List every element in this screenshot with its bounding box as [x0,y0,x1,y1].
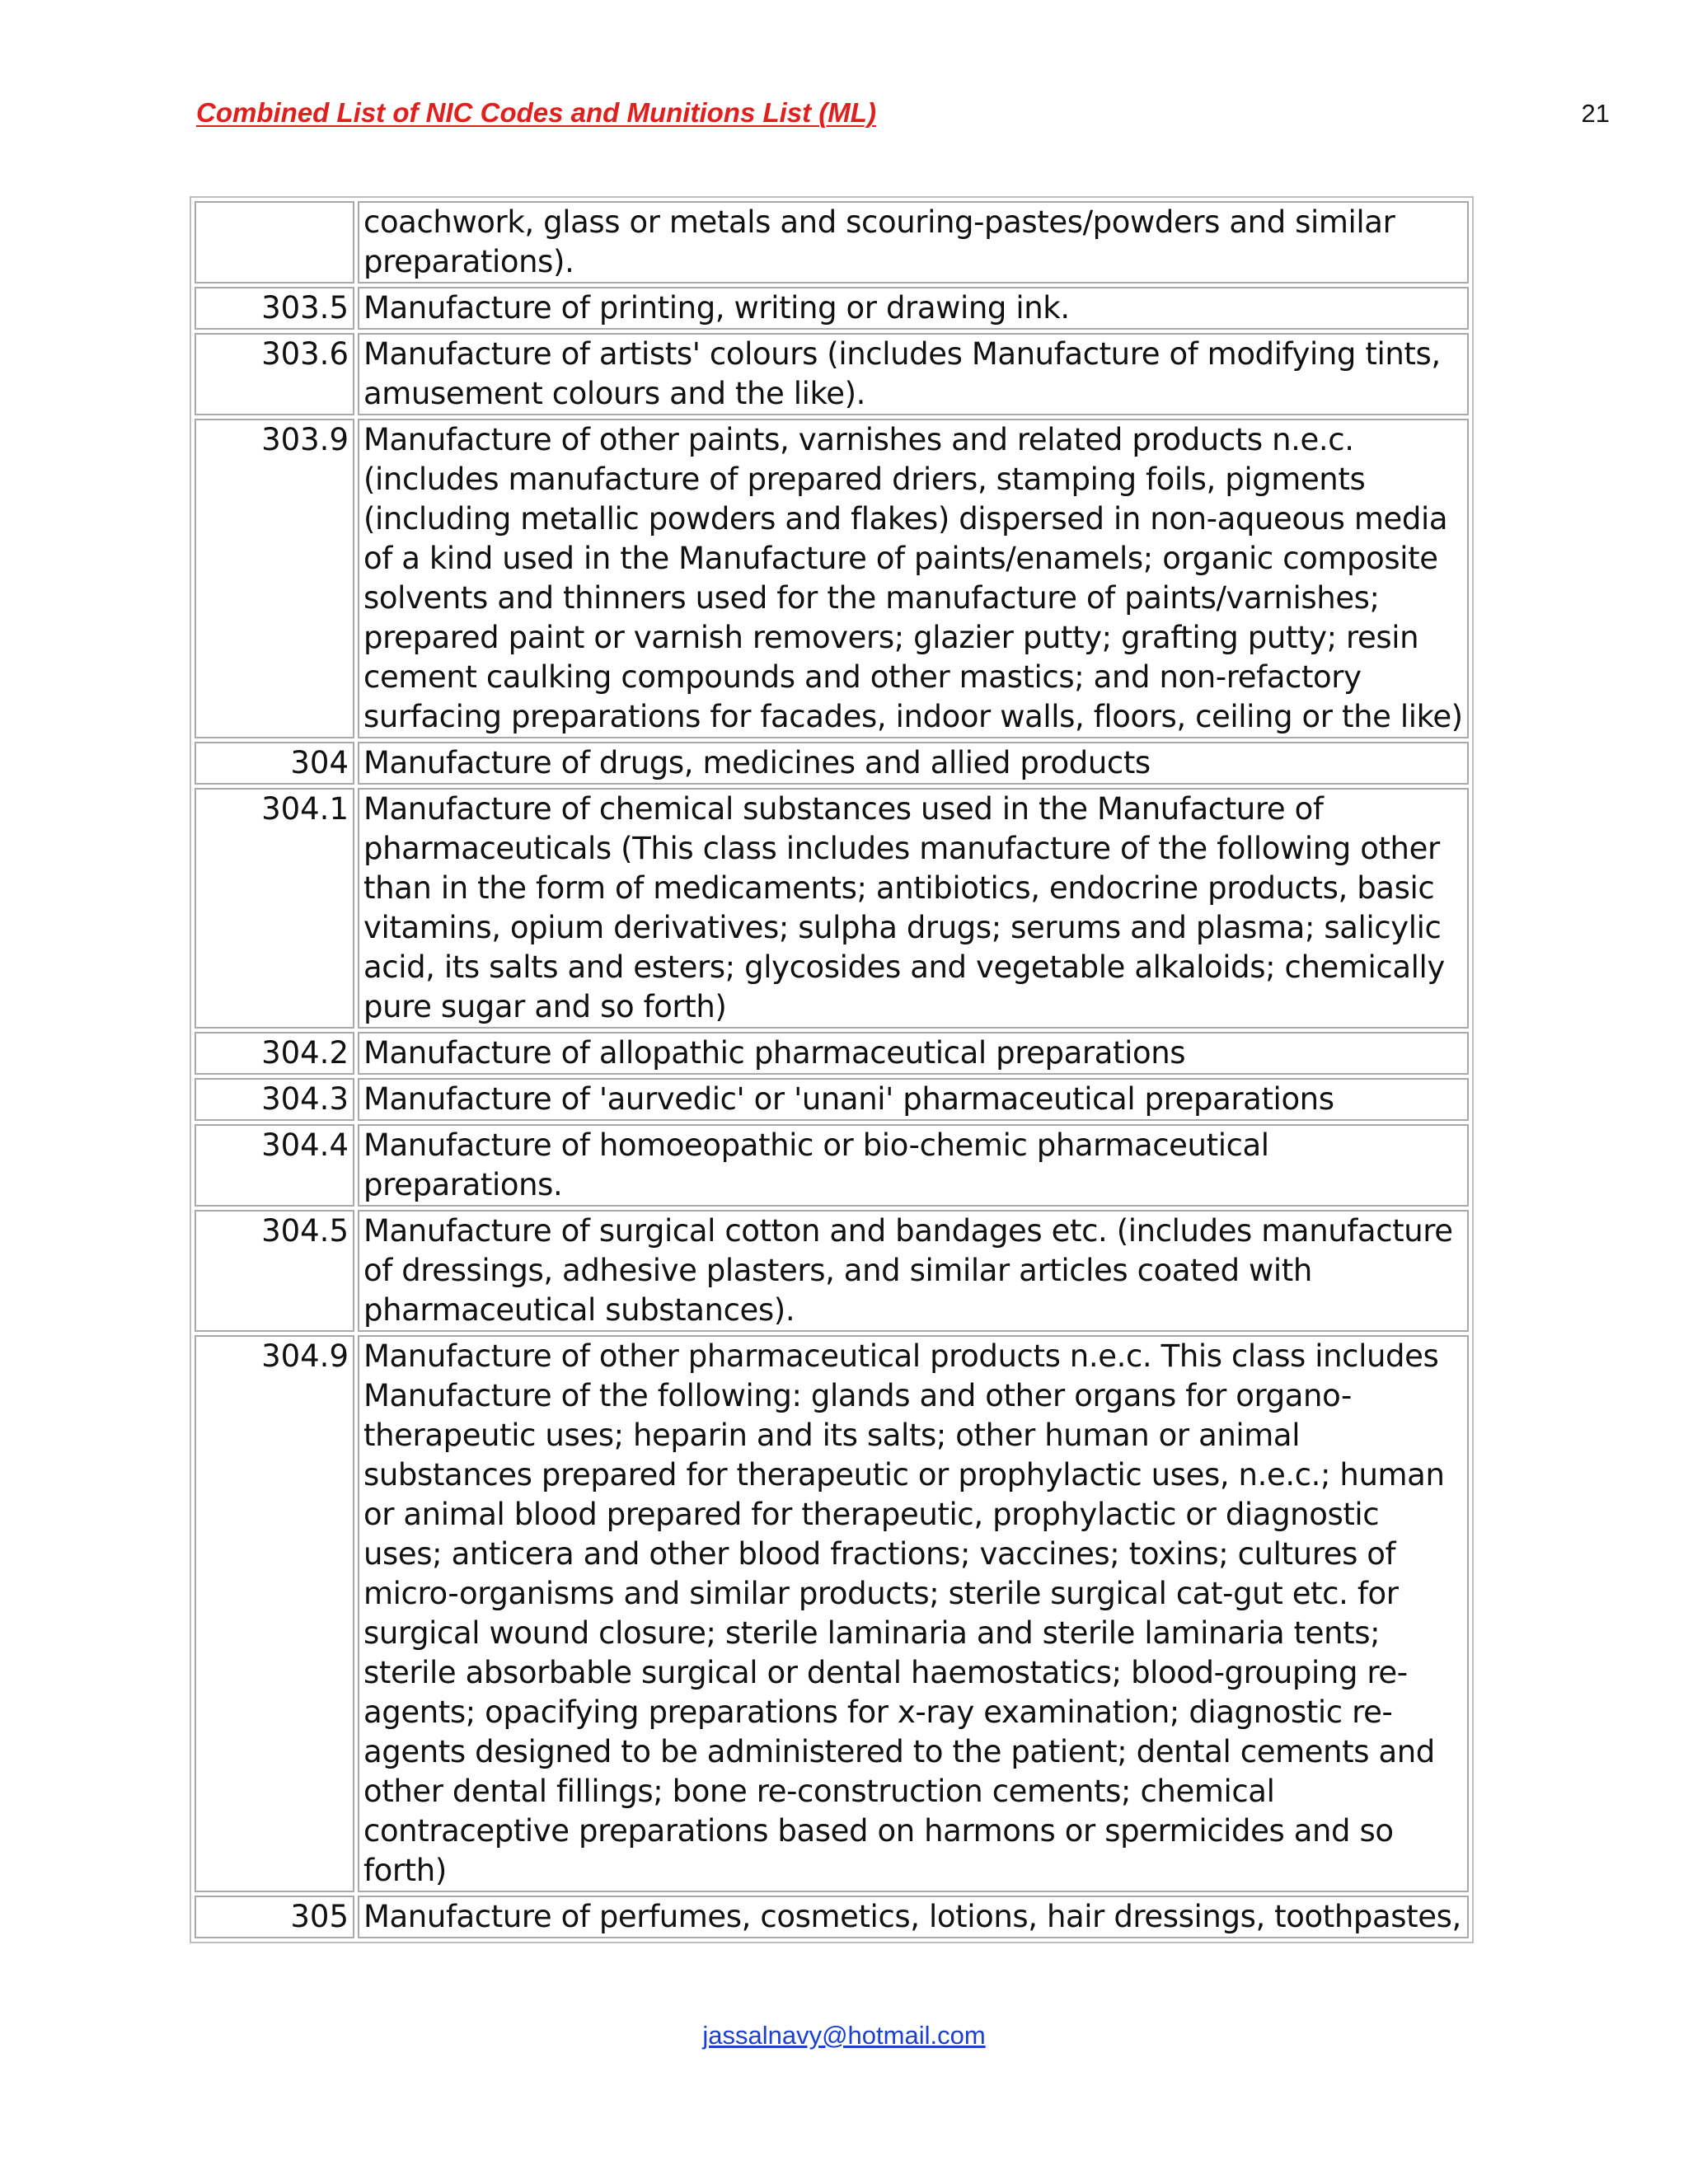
table-row [195,201,1469,284]
nic-code-cell: 303.9 [195,419,354,738]
description-cell: Manufacture of artists' colours (includes Manufacture of modifying tints, amusement colours and the like). [358,333,1469,415]
description-cell: Manufacture of allopathic pharmaceutical preparations [358,1032,1469,1075]
nic-code-cell: 304.5 [195,1210,354,1332]
table-row [195,1078,1469,1121]
description-cell: Manufacture of chemical substances used in the Manufacture of pharmaceuticals (This class includes manufacture of the following other than in the form of medicaments; antibiotics, endocrine products, basic vitamins, opium derivatives; sulpha drugs; serums and plasma; salicylic acid, its salts and esters; glycosides and vegetable alkaloids; chemically pure sugar and so forth) [358,788,1469,1029]
nic-code-cell: 304 [195,742,354,785]
table-row [195,1210,1469,1332]
description-cell: Manufacture of homoeopathic or bio-chemic pharmaceutical preparations. [358,1124,1469,1207]
nic-code-cell: 304.9 [195,1335,354,1892]
nic-code-cell: 304.4 [195,1124,354,1207]
table-row [195,788,1469,1029]
description-cell: Manufacture of 'aurvedic' or 'unani' pharmaceutical preparations [358,1078,1469,1121]
description-cell: Manufacture of surgical cotton and bandages etc. (includes manufacture of dressings, adhesive plasters, and similar articles coated with pharmaceutical substances). [358,1210,1469,1332]
table-row [195,1124,1469,1207]
nic-code-cell: 304.1 [195,788,354,1029]
table-row [195,1032,1469,1075]
table-row [195,287,1469,330]
table-row [195,333,1469,415]
description-cell: Manufacture of drugs, medicines and allied products [358,742,1469,785]
table-row [195,742,1469,785]
nic-code-cell: 304.2 [195,1032,354,1075]
nic-code-cell: 305 [195,1896,354,1938]
nic-code-cell: 304.3 [195,1078,354,1121]
description-cell: Manufacture of perfumes, cosmetics, lotions, hair dressings, toothpastes, [358,1896,1469,1938]
nic-code-cell: 303.5 [195,287,354,330]
description-cell: Manufacture of other pharmaceutical products n.e.c. This class includes Manufacture of the following: glands and other organs for organo-therapeutic uses; heparin and its salts; other human or animal substances prepared for therapeutic or prophylactic uses, n.e.c.; human or animal blood prepared for therapeutic, prophylactic or diagnostic uses; anticera and other blood fractions; vaccines; toxins; cultures of micro-organisms and similar products; sterile surgical cat-gut etc. for surgical wound closure; sterile laminaria and sterile laminaria tents; sterile absorbable surgical or dental haemostatics; blood-grouping re-agents; opacifying preparations for x-ray examination; diagnostic re-agents designed to be administered to the patient; dental cements and other dental fillings; bone re-construction cements; chemical contraceptive preparations based on harmons or spermicides and so forth) [358,1335,1469,1892]
nic-code-cell: 303.6 [195,333,354,415]
description-cell: Manufacture of printing, writing or drawing ink. [358,287,1469,330]
table-row [195,419,1469,738]
page-number: 21 [1581,99,1610,128]
nic-codes-table-frame [190,196,1474,1943]
table-row [195,1896,1469,1938]
footer-email-link[interactable]: jassalnavy@hotmail.com [702,2021,986,2050]
description-cell: coachwork, glass or metals and scouring-pastes/powders and similar preparations). [358,201,1469,284]
table-row [195,1335,1469,1892]
page-header [196,97,1610,138]
page-footer [0,2021,1688,2050]
description-cell: Manufacture of other paints, varnishes and related products n.e.c. (includes manufacture of prepared driers, stamping foils, pigments (including metallic powders and flakes) dispersed in non-aqueous media of a kind used in the Manufacture of paints/enamels; organic composite solvents and thinners used for the manufacture of paints/varnishes; prepared paint or varnish removers; glazier putty; grafting putty; resin cement caulking compounds and other mastics; and non-refactory surfacing preparations for facades, indoor walls, floors, ceiling or the like) [358,419,1469,738]
document-title: Combined List of NIC Codes and Munitions List (ML) [196,97,876,128]
nic-codes-table [191,198,1472,1942]
nic-code-cell [195,201,354,284]
